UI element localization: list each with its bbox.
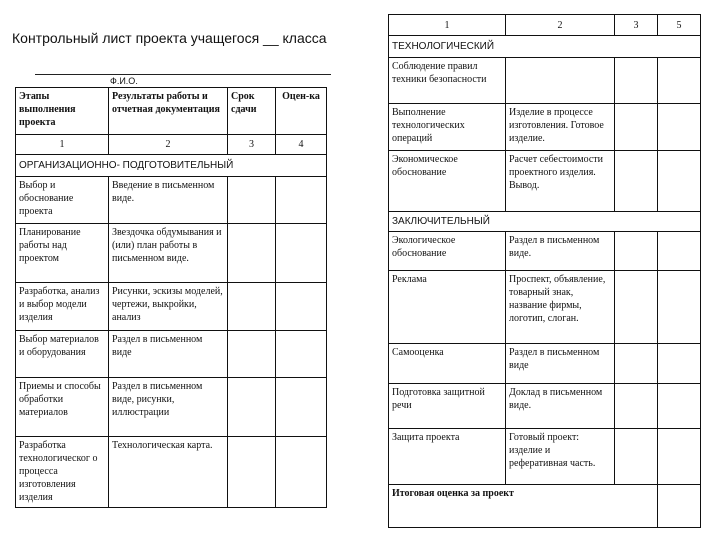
deadline-cell[interactable] — [228, 378, 276, 437]
table-row — [389, 232, 701, 271]
result-cell: Раздел в письменном виде. — [506, 232, 615, 271]
deadline-cell[interactable] — [615, 384, 658, 429]
table-row — [389, 104, 701, 151]
table-row — [16, 224, 327, 283]
table-row — [16, 177, 327, 224]
result-cell: Раздел в письменном виде — [109, 331, 228, 378]
col-number: 2 — [506, 15, 615, 36]
result-cell: Изделие в процессе изготовления. Готовое изделие. — [506, 104, 615, 151]
header-row — [16, 88, 327, 135]
table-row — [16, 437, 327, 508]
stage-cell: Выполнение технологических операций — [389, 104, 506, 151]
stage-cell: Самооценка — [389, 344, 506, 384]
col-number: 2 — [109, 135, 228, 155]
left-checklist-table — [15, 87, 327, 508]
grade-cell[interactable] — [658, 384, 701, 429]
stage-cell: Экологическое обоснование — [389, 232, 506, 271]
section-technological: ТЕХНОЛОГИЧЕСКИЙ — [389, 36, 701, 58]
result-cell: Раздел в письменном виде — [506, 344, 615, 384]
grade-cell[interactable] — [276, 177, 327, 224]
number-row — [389, 15, 701, 36]
col-number: 3 — [228, 135, 276, 155]
section-organizational: ОРГАНИЗАЦИОННО- ПОДГОТОВИТЕЛЬНЫЙ — [16, 155, 327, 177]
result-cell: Раздел в письменном виде, рисунки, иллюстрации — [109, 378, 228, 437]
total-label: Итоговая оценка за проект — [389, 485, 658, 528]
result-cell: Рисунки, эскизы моделей, чертежи, выкройки, анализ — [109, 283, 228, 331]
grade-cell[interactable] — [658, 232, 701, 271]
result-cell: Готовый проект: изделие и реферативная часть. — [506, 429, 615, 485]
result-cell: Расчет себестоимости проектного изделия. Вывод. — [506, 151, 615, 212]
grade-cell[interactable] — [658, 271, 701, 344]
col-number: 1 — [389, 15, 506, 36]
deadline-cell[interactable] — [615, 58, 658, 104]
result-cell: Введение в письменном виде. — [109, 177, 228, 224]
header-result: Результаты работы и отчетная документация — [109, 88, 228, 135]
number-row — [16, 135, 327, 155]
table-row — [16, 331, 327, 378]
header-stage: Этапы выполнения проекта — [16, 88, 109, 135]
deadline-cell[interactable] — [615, 344, 658, 384]
col-number: 4 — [276, 135, 327, 155]
result-cell: Проспект, объявление, товарный знак, название фирмы, логотип, слоган. — [506, 271, 615, 344]
section-final: ЗАКЛЮЧИТЕЛЬНЫЙ — [389, 212, 701, 232]
deadline-cell[interactable] — [228, 437, 276, 508]
section-row — [16, 155, 327, 177]
deadline-cell[interactable] — [615, 429, 658, 485]
result-cell: Технологическая карта. — [109, 437, 228, 508]
stage-cell: Приемы и способы обработки материалов — [16, 378, 109, 437]
stage-cell: Разработка технологическог о процесса изготовления изделия — [16, 437, 109, 508]
table-row — [389, 429, 701, 485]
total-row — [389, 485, 701, 528]
grade-cell[interactable] — [658, 344, 701, 384]
total-grade-cell[interactable] — [658, 485, 701, 528]
deadline-cell[interactable] — [615, 151, 658, 212]
stage-cell: Экономическое обоснование — [389, 151, 506, 212]
grade-cell[interactable] — [276, 378, 327, 437]
stage-cell: Выбор и обоснование проекта — [16, 177, 109, 224]
grade-cell[interactable] — [276, 283, 327, 331]
col-number: 3 — [615, 15, 658, 36]
grade-cell[interactable] — [276, 331, 327, 378]
table-row — [389, 271, 701, 344]
table-row — [16, 378, 327, 437]
stage-cell: Разработка, анализ и выбор модели изделия — [16, 283, 109, 331]
section-row — [389, 212, 701, 232]
stage-cell: Планирование работы над проектом — [16, 224, 109, 283]
deadline-cell[interactable] — [228, 283, 276, 331]
deadline-cell[interactable] — [615, 271, 658, 344]
table-row — [389, 344, 701, 384]
grade-cell[interactable] — [276, 437, 327, 508]
grade-cell[interactable] — [658, 104, 701, 151]
result-cell: Звездочка обдумывания и (или) план работы в письменном виде. — [109, 224, 228, 283]
deadline-cell[interactable] — [228, 224, 276, 283]
grade-cell[interactable] — [658, 151, 701, 212]
grade-cell[interactable] — [658, 58, 701, 104]
deadline-cell[interactable] — [228, 177, 276, 224]
deadline-cell[interactable] — [615, 232, 658, 271]
stage-cell: Реклама — [389, 271, 506, 344]
stage-cell: Выбор материалов и оборудования — [16, 331, 109, 378]
deadline-cell[interactable] — [615, 104, 658, 151]
section-row — [389, 36, 701, 58]
header-deadline: Срок сдачи — [228, 88, 276, 135]
stage-cell: Защита проекта — [389, 429, 506, 485]
table-row — [16, 283, 327, 331]
col-number: 5 — [658, 15, 701, 36]
header-grade: Оцен-ка — [276, 88, 327, 135]
result-cell: Доклад в письменном виде. — [506, 384, 615, 429]
fio-label: Ф.И.О. — [110, 76, 138, 86]
table-row — [389, 384, 701, 429]
col-number: 1 — [16, 135, 109, 155]
result-cell — [506, 58, 615, 104]
fio-line — [35, 74, 331, 75]
deadline-cell[interactable] — [228, 331, 276, 378]
grade-cell[interactable] — [658, 429, 701, 485]
grade-cell[interactable] — [276, 224, 327, 283]
stage-cell: Соблюдение правил техники безопасности — [389, 58, 506, 104]
table-row — [389, 151, 701, 212]
right-checklist-table — [388, 14, 701, 528]
page-title: Контрольный лист проекта учащегося __ класса — [12, 30, 327, 46]
stage-cell: Подготовка защитной речи — [389, 384, 506, 429]
table-row — [389, 58, 701, 104]
